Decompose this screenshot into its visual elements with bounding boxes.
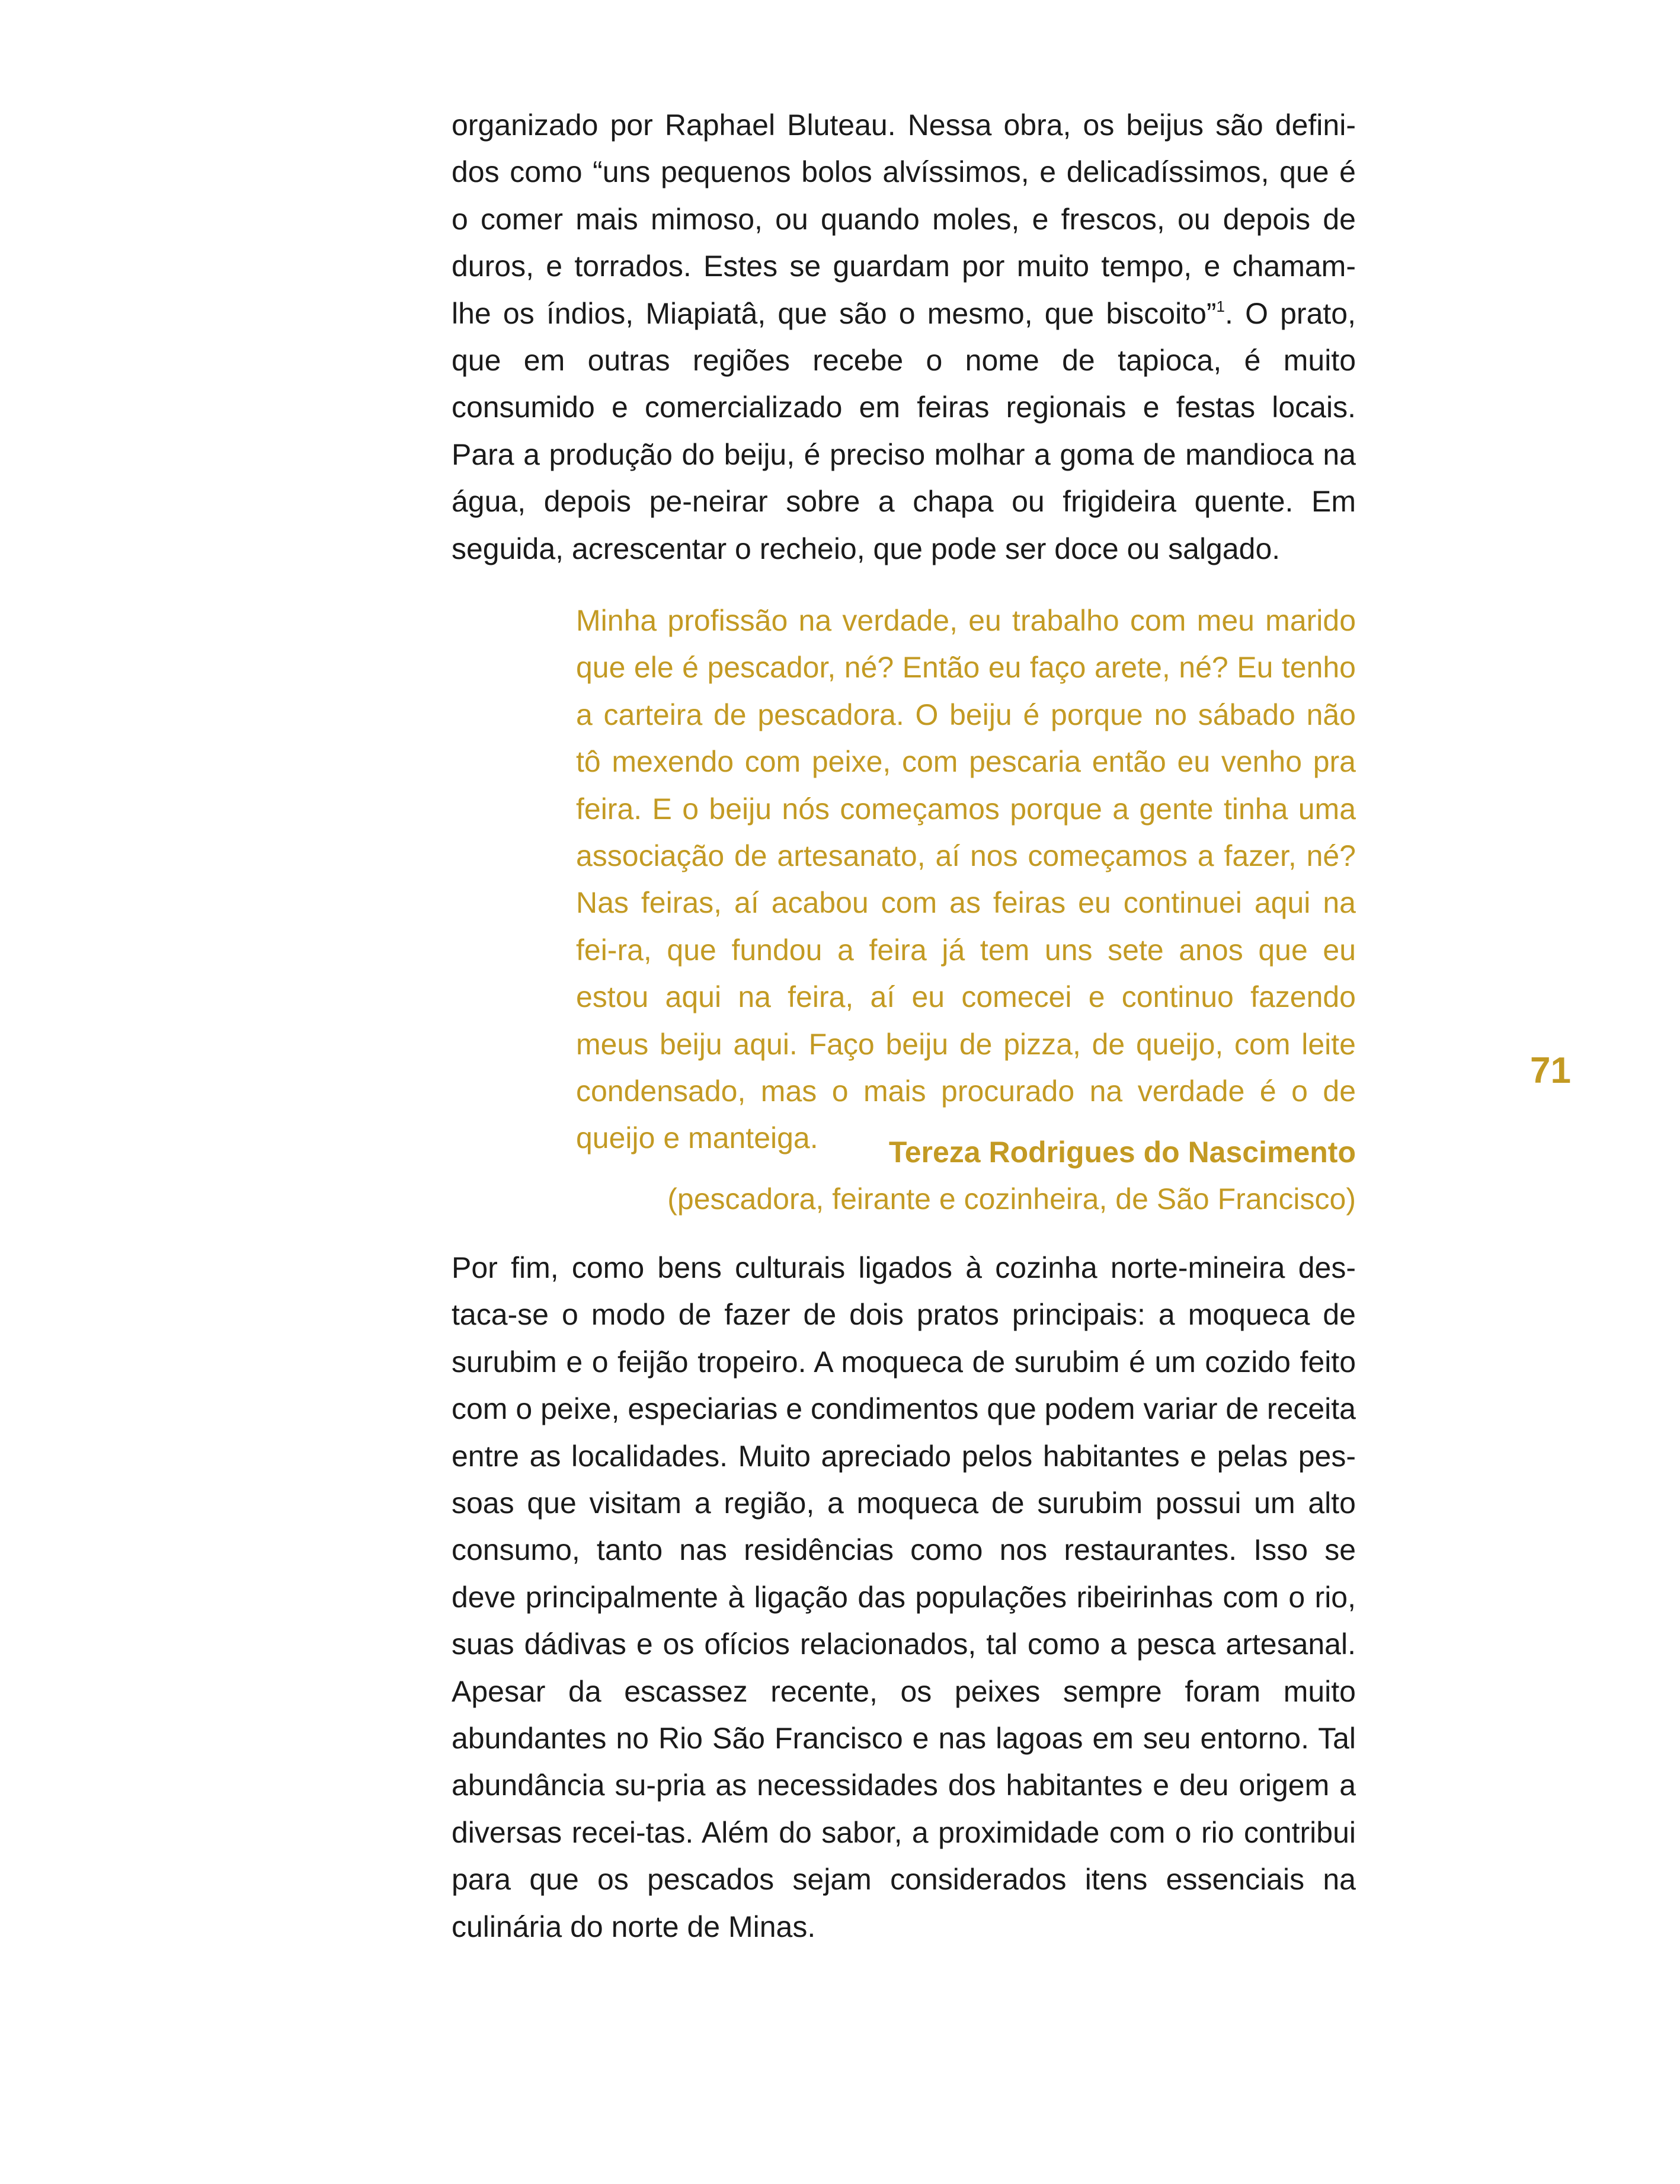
quote-attribution-name: Tereza Rodrigues do Nascimento	[888, 1136, 1356, 1169]
body-paragraph-1	[452, 102, 1356, 573]
footnote-marker[interactable]: 1	[1216, 297, 1225, 315]
interview-quote: Minha profissão na verdade, eu trabalho com meu marido que ele é pescador, né? Então eu faço arete, né? Eu tenho a carteira de pescadora. O beiju é porque no sábado não tô mexendo com peixe, com pescaria então eu venho pra feira. E o beiju nós começamos porque a gente tinha uma associação de artesanato, aí nos começamos a fazer, né? Nas feiras, aí acabou com as feiras eu continuei aqui na fei-ra, que fundou a feira já tem uns sete anos que eu estou aqui na feira, aí eu comecei e continuo fazendo meus beiju aqui. Faço beiju de pizza, de queijo, com leite condensado, mas o mais procurado na verdade é o de queijo e manteiga.	[576, 604, 1356, 1155]
quote-attribution-role: (pescadora, feirante e cozinheira, de São Francisco)	[667, 1182, 1356, 1216]
body-paragraph-2: Por fim, como bens culturais ligados à cozinha norte-mineira des-taca-se o modo de fazer de dois pratos principais: a moqueca de surubim e o feijão tropeiro. A moqueca de surubim é um cozido feito com o peixe, especiarias e condimentos que podem variar de receita entre as localidades. Muito apreciado pelos habitantes e pelas pes-soas que visitam a região, a moqueca de surubim possui um alto consumo, tanto nas residências como nos restaurantes. Isso se deve principalmente à ligação das populações ribeirinhas com o rio, suas dádivas e os ofícios relacionados, tal como a pesca artesanal. Apesar da escassez recente, os peixes sempre foram muito abundantes no Rio São Francisco e nas lagoas em seu entorno. Tal abundância su-pria as necessidades dos habitantes e deu origem a diversas recei-tas. Além do sabor, a proximidade com o rio contribui para que os pescados sejam considerados itens essenciais na culinária do norte de Minas.	[452, 1251, 1356, 1943]
paragraph-1-text-before-note: organizado por Raphael Bluteau. Nessa obra, os beijus são defini-dos como “uns pequenos bolos alvíssimos, e delicadíssimos, que é o comer mais mimoso, ou quando moles, e frescos, ou depois de duros, e torrados. Estes se guardam por muito tempo, e chamam-lhe os índios, Miapiatâ, que são o mesmo, que biscoito”	[452, 108, 1356, 330]
paragraph-1-text-after-note: . O prato, que em outras regiões recebe o nome de tapioca, é muito consumido e comercializado em feiras regionais e festas locais. Para a produção do beiju, é preciso molhar a goma de mandioca na água, depois pe-neirar sobre a chapa ou frigideira quente. Em seguida, acrescentar o recheio, que pode ser doce ou salgado.	[452, 296, 1356, 565]
page-number: 71	[1530, 1050, 1571, 1091]
